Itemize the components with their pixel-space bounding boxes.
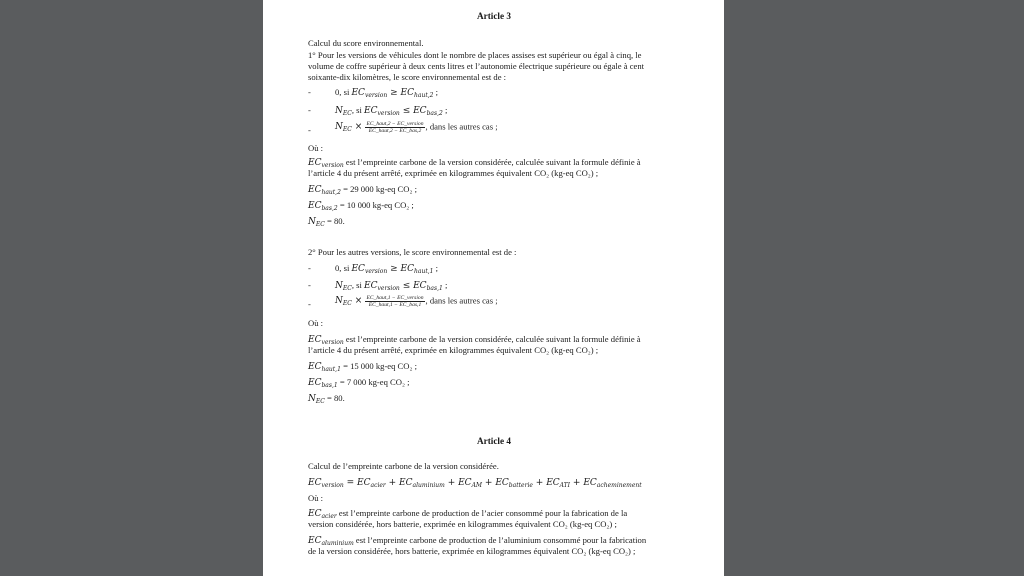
value-line: $N_{EC} = 80$. (308, 393, 345, 405)
article-3-heading: Article 3 (477, 11, 511, 21)
definition-line: version considérée, hors batterie, exprimée en kilogrammes équivalent CO₂ (kg-eq CO₂) ; (308, 519, 617, 529)
article-4-intro: Calcul de l’empreinte carbone de la version considérée. (308, 461, 499, 471)
definition-line: $EC_{version}$ est l’empreinte carbone de la version considérée, calculée suivant la formule définie à (308, 157, 641, 169)
formula-term-acheminement: $EC_{acheminement}$ (583, 478, 642, 489)
article-3-intro: Calcul du score environnemental. (308, 38, 424, 48)
definition-line: $EC_{acier}$ est l’empreinte carbone de production de l’acier consommé pour la fabrication de la (308, 508, 628, 520)
formula-term-ati: $EC_{ATI}$ (546, 478, 571, 489)
value-line: $EC_{haut,1} = 15$ 000 kg-eq CO₂ ; (308, 361, 418, 373)
ou-label: Où : (308, 143, 324, 153)
formula-term-aluminium: $EC_{aluminium}$ (399, 478, 445, 489)
article-3-p1-line2: volume de coffre supérieur à deux cents litres et l’autonomie électrique supérieure ou égale à cent (308, 61, 645, 71)
formula-term-acier: $EC_{acier}$ (357, 478, 386, 489)
definition-line: de la version considérée, hors batterie, exprimée en kilogrammes équivalent CO₂ (kg-eq CO₂) ; (308, 546, 636, 556)
value-line: $EC_{bas,2} = 10$ 000 kg-eq CO₂ ; (308, 200, 414, 212)
article-3-p1-line1: 1° Pour les versions de véhicules dont le nombre de places assises est supérieur ou égal à cinq, le (308, 50, 642, 60)
definition-line: l’article 4 du présent arrêté, exprimée en kilogrammes équivalent CO₂ (kg-eq CO₂) ; (308, 168, 599, 178)
ou-label: Où : (308, 493, 324, 503)
fraction: $\frac{\text{EC\_haut,2 − EC\_version}}{\text{EC\_haut,2 − EC\_bas,2}}$ (366, 121, 424, 134)
article-4-heading: Article 4 (477, 436, 511, 446)
value-line: $EC_{haut,2} = 29$ 000 kg-eq CO₂ ; (308, 184, 418, 196)
formula-term-batterie: $EC_{batterie}$ (495, 478, 533, 489)
definition-line: l’article 4 du présent arrêté, exprimée en kilogrammes équivalent CO₂ (kg-eq CO₂) ; (308, 345, 599, 355)
ou-label: Où : (308, 318, 324, 328)
formula-term-am: $EC_{AM}$ (458, 478, 483, 489)
article-3-p2: 2° Pour les autres versions, le score environnemental est de : (308, 247, 517, 257)
definition-line: $EC_{version}$ est l’empreinte carbone de la version considérée, calculée suivant la formule définie à (308, 334, 641, 346)
definition-line: $EC_{aluminium}$ est l’empreinte carbone de production de l’aluminium consommé pour la fabrication (308, 535, 647, 547)
document-page: Article 3 Calcul du score environnemental. 1° Pour les versions de véhicules dont le nombre de places assises est supérieur ou égal à cinq, le volume de coffre supérieur à deux cents litres et l’autonomie électrique supérieure ou égale à cent soixante-dix kilomètres, le score environnemental est de : - 0, si $EC_{version} \ge EC_{haut,2}$ ; - $N_{EC}$, si $EC_{version} \le EC_{bas,2}$ ; - $N_{EC}$ × $\frac{\text{EC\_haut,2 − EC\_version}}{\text{EC\_haut,2 − EC\_bas,2}}$ , dans les autres cas ; Où : $EC_{version}$ est l’empreinte carbone de la version considérée, calculée suivant la formule définie à l’article 4 du présent arrêté, exprimée en kilogrammes équivalent CO₂ (kg-eq CO₂) ; $EC_{haut,2} = 29$ 000 kg-eq CO₂ ; $EC_{bas,2} = 10$ 000 kg-eq CO₂ ; $N_{EC} = 80$. 2° Pour les autres versions, le score environnemental est de : - 0, si $EC_{version} \ge EC_{haut,1}$ ; - $N_{EC}$, si $EC_{version} \le EC_{bas,1}$ ; - $N_{EC}$ × $\frac{\text{EC\_haut,1 − EC\_version}}{\text{EC\_haut,1 − EC\_bas,1}}$ , dans les autres cas ; Où : $EC_{version}$ est l’empreinte carbone de la version considérée, calculée suivant la formule définie à l’article 4 du présent arrêté, exprimée en kilogrammes équivalent CO₂ (kg-eq CO₂) ; $EC_{haut,1} = 15$ 000 kg-eq CO₂ ; $EC_{bas,1} = 7$ 000 kg-eq CO₂ ; $N_{EC} = 80$. Article 4 Calcul de l’empreinte carbone de la version considérée. $EC_{version} = EC_{acier} + EC_{aluminium} + EC_{AM} + EC_{batterie} + EC_{ATI} + EC_{acheminement}$ Où : $EC_{acier}$ est l’empreinte carbone de production de l’acier consommé pour la fabrication de la version considérée, hors batterie, exprimée en kilogrammes équivalent CO₂ (kg-eq CO₂) ; $EC_{aluminium}$ est l’empreinte carbone de production de l’aluminium consommé pour la fabrication de la version considérée, hors batterie, exprimée en kilogrammes équivalent CO₂ (kg-eq CO₂) ; (263, 0, 724, 576)
article-3-p1-line3: soixante-dix kilomètres, le score environnemental est de : (308, 72, 507, 82)
carbon-formula: $EC_{version} = EC_{acier} + EC_{aluminium} + EC_{AM} + EC_{batterie} + EC_{ATI} + EC_{acheminement}$ (308, 478, 642, 489)
fraction: $\frac{\text{EC\_haut,1 − EC\_version}}{\text{EC\_haut,1 − EC\_bas,1}}$ (366, 295, 424, 308)
formula-term-version: $EC_{version}$ (308, 478, 344, 489)
value-line: $EC_{bas,1} = 7$ 000 kg-eq CO₂ ; (308, 377, 410, 389)
value-line: $N_{EC} = 80$. (308, 216, 345, 228)
